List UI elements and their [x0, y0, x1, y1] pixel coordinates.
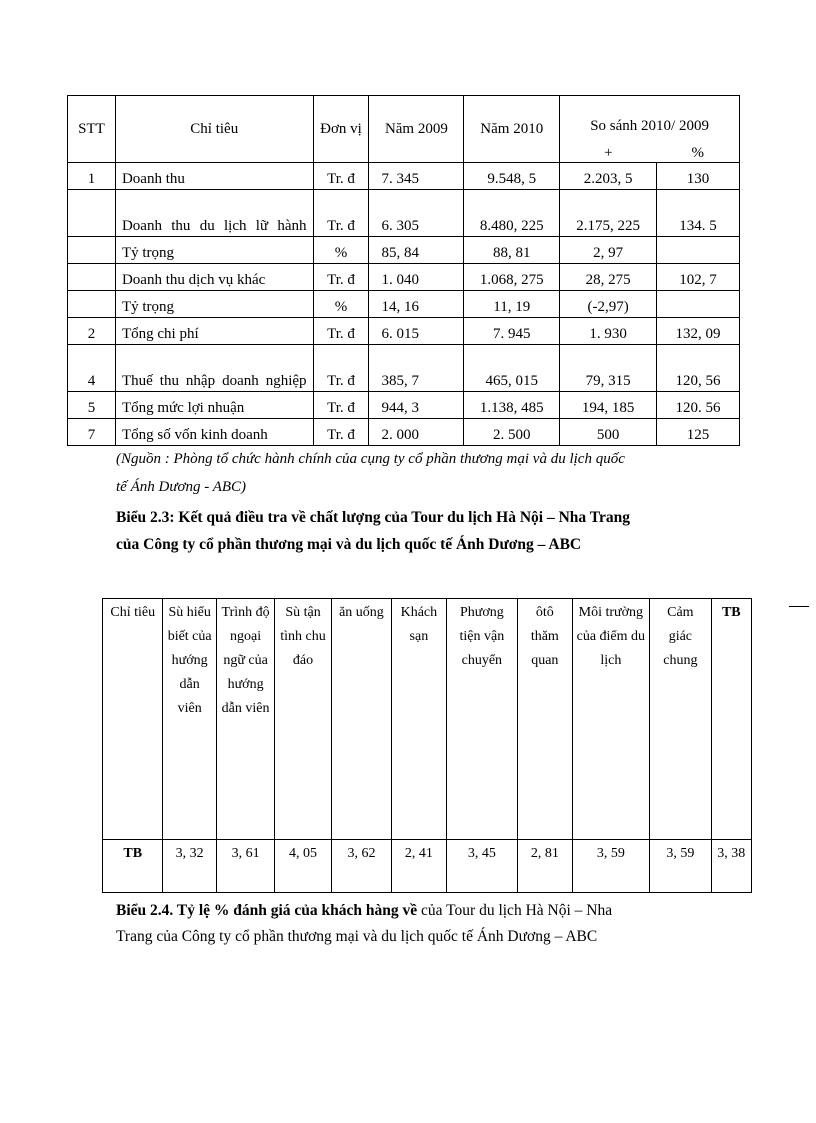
table-row	[68, 392, 740, 419]
rating-value-cell: 3, 62	[331, 840, 391, 893]
row-stt	[68, 190, 116, 237]
row-percent: 102, 7	[657, 264, 740, 291]
row-unit: Tr. đ	[313, 190, 369, 237]
caption-bieu-2-4	[116, 897, 612, 925]
row-2009: 385, 7	[369, 345, 464, 392]
row-label: Doanh thu dịch vụ khác	[115, 264, 313, 291]
table-row	[68, 190, 740, 237]
row-2010: 1.138, 485	[464, 392, 560, 419]
row-diff: 2.203, 5	[560, 163, 657, 190]
rating-value-cell: 3, 38	[711, 840, 751, 893]
row-percent: 132, 09	[657, 318, 740, 345]
row-2009: 1. 040	[369, 264, 464, 291]
table-row	[68, 264, 740, 291]
table-header-row	[68, 96, 740, 137]
row-unit: %	[313, 237, 369, 264]
row-percent: 134. 5	[657, 190, 740, 237]
header-nam-2010: Năm 2010	[464, 96, 560, 163]
row-label: Tỷ trọng	[115, 291, 313, 318]
rating-header-cell: ăn uống	[331, 599, 391, 840]
rating-header-cell: Cảm giác chung	[650, 599, 711, 840]
rating-value-cell: 2, 81	[518, 840, 572, 893]
rating-header-cell: Môi trường của điểm du lịch	[572, 599, 650, 840]
row-2010: 2. 500	[464, 419, 560, 446]
table-row	[68, 291, 740, 318]
row-2010: 9.548, 5	[464, 163, 560, 190]
rating-header-row	[103, 599, 752, 840]
row-percent	[657, 291, 740, 318]
row-stt: 2	[68, 318, 116, 345]
row-label: Tỷ trọng	[115, 237, 313, 264]
table-row	[68, 163, 740, 190]
header-plus: +	[560, 136, 657, 163]
row-2010: 11, 19	[464, 291, 560, 318]
row-label: Thuế thu nhập doanh nghiệp	[115, 345, 313, 392]
row-stt: 1	[68, 163, 116, 190]
row-diff: 194, 185	[560, 392, 657, 419]
row-stt	[68, 264, 116, 291]
row-stt	[68, 291, 116, 318]
row-diff: 28, 275	[560, 264, 657, 291]
rating-value-row	[103, 840, 752, 893]
row-2010: 1.068, 275	[464, 264, 560, 291]
row-label: Doanh thu	[115, 163, 313, 190]
row-unit: Tr. đ	[313, 392, 369, 419]
row-diff: (-2,97)	[560, 291, 657, 318]
row-label: Tổng số vốn kinh doanh	[115, 419, 313, 446]
row-2009: 85, 84	[369, 237, 464, 264]
rating-header-cell: Sù tận tình chu đáo	[275, 599, 331, 840]
row-percent: 125	[657, 419, 740, 446]
caption-bieu-2-3-line2: của Công ty cổ phần thương mại và du lịch quốc tế Ánh Dương – ABC	[116, 536, 582, 553]
rating-value-cell: 3, 32	[163, 840, 216, 893]
row-percent: 120. 56	[657, 392, 740, 419]
rating-value-cell: 3, 59	[650, 840, 711, 893]
row-unit: Tr. đ	[313, 163, 369, 190]
row-diff: 2.175, 225	[560, 190, 657, 237]
rating-value-cell: 4, 05	[275, 840, 331, 893]
row-unit: Tr. đ	[313, 318, 369, 345]
caption-bieu-2-3-cont	[116, 531, 581, 559]
row-stt: 5	[68, 392, 116, 419]
header-percent: %	[657, 136, 740, 163]
header-stt: STT	[68, 96, 116, 163]
rating-header-cell: Trình độ ngoại ngữ của hướng dẫn viên	[216, 599, 274, 840]
row-2009: 7. 345	[369, 163, 464, 190]
row-unit: Tr. đ	[313, 345, 369, 392]
row-unit: Tr. đ	[313, 264, 369, 291]
row-percent	[657, 237, 740, 264]
header-nam-2009: Năm 2009	[369, 96, 464, 163]
customer-rating-table	[102, 598, 752, 893]
rating-value-cell: TB	[103, 840, 163, 893]
row-diff: 2, 97	[560, 237, 657, 264]
caption-bieu-2-3	[116, 504, 630, 532]
header-don-vi: Đơn vị	[313, 96, 369, 163]
row-diff: 79, 315	[560, 345, 657, 392]
row-2009: 14, 16	[369, 291, 464, 318]
row-2010: 8.480, 225	[464, 190, 560, 237]
rating-header-cell: TB	[711, 599, 751, 840]
table-row	[68, 318, 740, 345]
caption-bieu-2-3-line1: Biểu 2.3: Kết quả điều tra về chất lượng của Tour du lịch Hà Nội – Nha Trang	[116, 509, 630, 526]
margin-dash	[789, 606, 809, 607]
table-row	[68, 237, 740, 264]
row-diff: 1. 930	[560, 318, 657, 345]
rating-header-cell: ôtô thăm quan	[518, 599, 572, 840]
rating-header-cell: Sù hiểu biết của hướng dẫn viên	[163, 599, 216, 840]
rating-header-cell: Chỉ tiêu	[103, 599, 163, 840]
table-row	[68, 345, 740, 392]
rating-header-cell: Phương tiện vận chuyển	[446, 599, 518, 840]
row-percent: 120, 56	[657, 345, 740, 392]
source-note: (Nguồn : Phòng tổ chức hành chính của cụng ty cổ phần thương mại và du lịch quốc	[116, 451, 625, 467]
row-2010: 7. 945	[464, 318, 560, 345]
table-row	[68, 419, 740, 446]
row-stt: 7	[68, 419, 116, 446]
row-2009: 6. 015	[369, 318, 464, 345]
row-label: Doanh thu du lịch lữ hành	[115, 190, 313, 237]
row-2010: 88, 81	[464, 237, 560, 264]
row-2009: 6. 305	[369, 190, 464, 237]
rating-header-cell: Khách sạn	[392, 599, 446, 840]
rating-value-cell: 3, 61	[216, 840, 274, 893]
rating-value-cell: 2, 41	[392, 840, 446, 893]
caption-bieu-2-4-bold: Biểu 2.4. Tỷ lệ % đánh giá của khách hàng về	[116, 902, 418, 919]
caption-bieu-2-4-cont: Trang của Công ty cổ phần thương mại và du lịch quốc tế Ánh Dương – ABC	[116, 928, 598, 945]
row-unit: Tr. đ	[313, 419, 369, 446]
row-2009: 2. 000	[369, 419, 464, 446]
row-label: Tổng mức lợi nhuận	[115, 392, 313, 419]
caption-bieu-2-4-rest: của Tour du lịch Hà Nội – Nha	[417, 902, 613, 919]
row-label: Tổng chi phí	[115, 318, 313, 345]
row-2010: 465, 015	[464, 345, 560, 392]
row-stt: 4	[68, 345, 116, 392]
header-so-sanh: So sánh 2010/ 2009	[560, 96, 740, 137]
row-unit: %	[313, 291, 369, 318]
rating-value-cell: 3, 59	[572, 840, 650, 893]
row-2009: 944, 3	[369, 392, 464, 419]
row-stt	[68, 237, 116, 264]
row-percent: 130	[657, 163, 740, 190]
financial-results-table	[67, 95, 740, 446]
header-chi-tieu: Chỉ tiêu	[115, 96, 313, 163]
rating-value-cell: 3, 45	[446, 840, 518, 893]
row-diff: 500	[560, 419, 657, 446]
source-note-line2: tế Ánh Dương - ABC)	[116, 479, 247, 495]
